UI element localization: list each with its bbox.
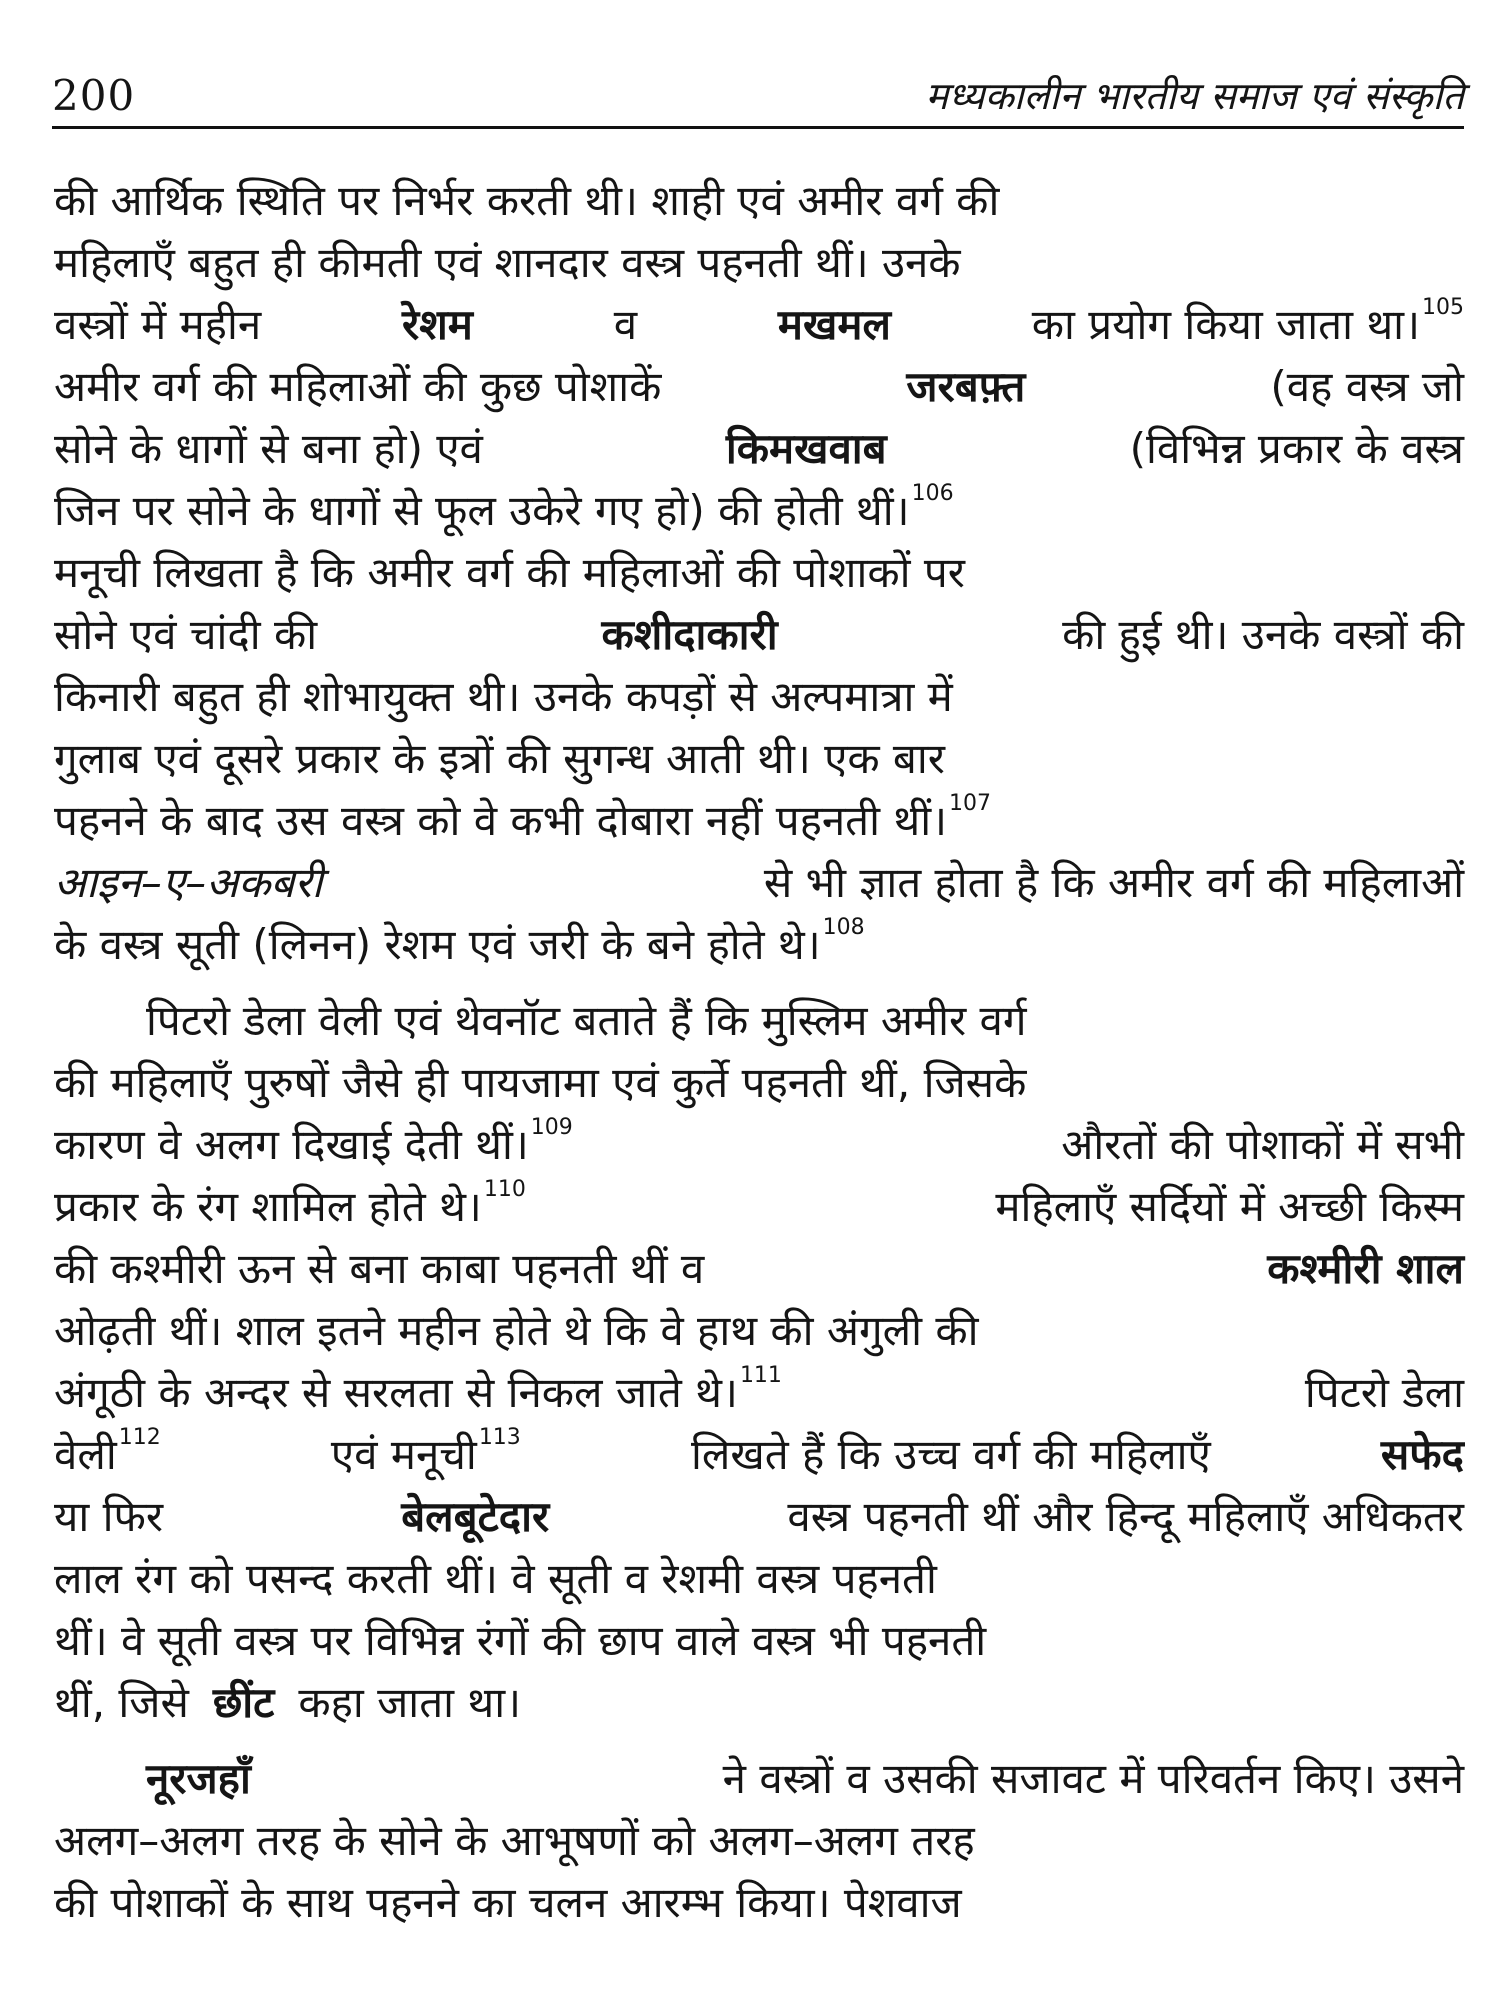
text-line — [54, 1872, 1464, 1934]
text-run-content: किनारी बहुत ही शोभायुक्त थी। उनके कपड़ों से अल्पमात्रा में — [54, 672, 953, 721]
bold-term — [402, 294, 473, 356]
text-run-content: एवं मनूची — [330, 1430, 477, 1479]
text-run — [787, 1486, 1464, 1548]
text-run — [54, 914, 865, 976]
text-run-content: कश्मीरी शाल — [1267, 1244, 1464, 1293]
text-run-content: अमीर वर्ग की महिलाओं की कुछ पोशाकें — [54, 362, 662, 411]
text-run-content: औरतों की पोशाकों में सभी — [1061, 1120, 1464, 1169]
text-run-content: कशीदाकारी — [601, 610, 778, 659]
text-run — [298, 1672, 521, 1734]
text-run — [723, 1748, 1464, 1810]
text-line — [54, 1810, 1464, 1872]
text-run-content: पिटरो डेला वेली एवं थेवनॉट बताते हैं कि मुस्लिम अमीर वर्ग — [146, 996, 1027, 1045]
footnote-marker: 106 — [911, 481, 954, 506]
text-run — [54, 480, 954, 542]
running-head — [52, 68, 1464, 132]
footnote-marker: 107 — [949, 791, 991, 816]
text-run-content: अलग–अलग तरह के सोने के आभूषणों को अलग–अलग तरह — [54, 1816, 975, 1865]
text-line — [54, 1114, 1464, 1176]
text-run-content: या फिर — [54, 1492, 164, 1541]
text-run — [1305, 1362, 1464, 1424]
text-line — [54, 356, 1464, 418]
paragraph-gap — [54, 976, 1464, 990]
text-line — [54, 852, 1464, 914]
bold-term — [778, 294, 891, 356]
footnote-marker: 108 — [822, 915, 865, 940]
text-run-content: (वह वस्त्र जो — [1270, 362, 1464, 411]
text-line — [54, 666, 1464, 728]
text-run — [1061, 1114, 1464, 1176]
text-run — [54, 542, 965, 604]
text-run-content: की हुई थी। उनके वस्त्रों की — [1062, 610, 1464, 659]
text-run — [54, 1424, 161, 1486]
text-line — [54, 1176, 1464, 1238]
text-run — [54, 1610, 986, 1672]
text-run — [54, 1872, 962, 1934]
page-number: 200 — [52, 71, 136, 120]
text-run-content: प्रकार के रंग शामिल होते थे। — [54, 1182, 482, 1231]
text-run-content: की कश्मीरी ऊन से बना काबा पहनती थीं व — [54, 1244, 705, 1293]
text-line — [54, 1610, 1464, 1672]
text-run-content: थीं। वे सूती वस्त्र पर विभिन्न रंगों की छाप वाले वस्त्र भी पहनती — [54, 1616, 987, 1665]
text-run-content: कारण वे अलग दिखाई देती थीं। — [54, 1120, 529, 1169]
text-line — [54, 418, 1464, 480]
text-run — [54, 356, 661, 418]
text-line — [54, 728, 1464, 790]
text-run — [54, 232, 961, 294]
text-line — [54, 542, 1464, 604]
book-title: मध्यकालीन भारतीय समाज एवं संस्कृति — [925, 74, 1464, 118]
text-line — [54, 990, 1464, 1052]
text-run — [54, 1362, 782, 1424]
text-run-content: ने वस्त्रों व उसकी सजावट में परिवर्तन किए। उसने — [722, 1754, 1464, 1803]
text-run — [54, 790, 991, 852]
text-run — [614, 294, 637, 356]
text-run — [54, 1238, 704, 1300]
text-run-content: व — [613, 300, 638, 349]
text-run-content: से भी ज्ञात होता है कि अमीर वर्ग की महिलाओं — [763, 858, 1464, 907]
footnote-marker: 113 — [478, 1425, 521, 1450]
text-line — [54, 1300, 1464, 1362]
text-run-content: पिटरो डेला — [1304, 1368, 1464, 1417]
text-run-content: बेलबूटेदार — [401, 1492, 550, 1541]
text-run-content: वेली — [54, 1430, 117, 1479]
text-run-content: महिलाएँ सर्दियों में अच्छी किस्म — [995, 1182, 1464, 1231]
footnote-marker: 111 — [739, 1363, 782, 1388]
text-run — [54, 1810, 975, 1872]
text-run — [54, 1486, 163, 1548]
paragraph-gap — [54, 1734, 1464, 1748]
text-line — [54, 1052, 1464, 1114]
text-run — [1032, 294, 1464, 356]
bold-term — [401, 1486, 549, 1548]
text-run-content: लाल रंग को पसन्द करती थीं। वे सूती व रेशमी वस्त्र पहनती — [54, 1554, 937, 1603]
text-run — [54, 1672, 189, 1734]
text-line — [54, 1238, 1464, 1300]
text-run-content: छींट — [212, 1678, 275, 1727]
text-run — [54, 1052, 1026, 1114]
text-run — [1270, 356, 1464, 418]
bold-term — [213, 1672, 275, 1734]
body-text — [54, 170, 1464, 1934]
text-run — [54, 604, 317, 666]
footnote-marker: 109 — [530, 1115, 573, 1140]
text-run-content: के वस्त्र सूती (लिनन) रेशम एवं जरी के बने होते थे। — [54, 920, 821, 969]
text-run-content: महिलाएँ बहुत ही कीमती एवं शानदार वस्त्र पहनती थीं। उनके — [54, 238, 961, 287]
text-run — [54, 1114, 573, 1176]
text-run-content: (विभिन्न प्रकार के वस्त्र — [1129, 424, 1464, 473]
bold-term — [906, 356, 1025, 418]
text-line — [54, 170, 1464, 232]
text-run-content: जिन पर सोने के धागों से फूल उकेरे गए हो) की होती थीं। — [54, 486, 910, 535]
text-run — [691, 1424, 1211, 1486]
text-run — [54, 728, 945, 790]
bold-term — [1267, 1238, 1464, 1300]
footnote-marker: 110 — [483, 1177, 526, 1202]
text-run-content: थीं, जिसे — [54, 1678, 189, 1727]
text-run-content: का प्रयोग किया जाता था। — [1031, 300, 1420, 349]
text-run-content: की पोशाकों के साथ पहनने का चलन आरम्भ किया। पेशवाज — [54, 1878, 962, 1927]
text-run-content: मनूची लिखता है कि अमीर वर्ग की महिलाओं की पोशाकों पर — [54, 548, 965, 597]
text-line — [54, 1672, 1464, 1734]
text-run — [54, 1176, 526, 1238]
text-line — [54, 790, 1464, 852]
text-run-content: मखमल — [777, 300, 891, 349]
text-run-content: किमखवाब — [725, 424, 887, 473]
text-run-content: सफेद — [1380, 1430, 1464, 1479]
text-run-content: की आर्थिक स्थिति पर निर्भर करती थी। शाही एवं अमीर वर्ग की — [54, 176, 1000, 225]
text-run — [1130, 418, 1464, 480]
text-line — [54, 1424, 1464, 1486]
text-line — [54, 1548, 1464, 1610]
text-run-content: पहनने के बाद उस वस्त्र को वे कभी दोबारा नहीं पहनती थीं। — [54, 796, 947, 845]
text-run-content: कहा जाता था। — [298, 1678, 521, 1727]
text-run-content: गुलाब एवं दूसरे प्रकार के इत्रों की सुगन्ध आती थी। एक बार — [54, 734, 945, 783]
text-run — [54, 1300, 978, 1362]
text-run-content: अंगूठी के अन्दर से सरलता से निकल जाते थे। — [54, 1368, 738, 1417]
text-run — [54, 294, 261, 356]
text-run-content: वस्त्र पहनती थीं और हिन्दू महिलाएँ अधिकतर — [787, 1492, 1464, 1541]
text-run — [54, 1548, 937, 1610]
text-run — [54, 418, 483, 480]
footnote-marker: 105 — [1421, 295, 1464, 320]
bold-term — [602, 604, 778, 666]
text-run — [995, 1176, 1464, 1238]
text-line — [54, 232, 1464, 294]
text-run-content: लिखते हैं कि उच्च वर्ग की महिलाएँ — [691, 1430, 1211, 1479]
text-run — [764, 852, 1464, 914]
text-run-content: नूरजहाँ — [146, 1754, 251, 1803]
header-rule — [52, 126, 1464, 129]
text-run-content: वस्त्रों में महीन — [54, 300, 262, 349]
text-run — [1062, 604, 1464, 666]
text-line — [54, 914, 1464, 976]
text-run-content: की महिलाएँ पुरुषों जैसे ही पायजामा एवं कुर्ते पहनती थीं, जिसके — [54, 1058, 1027, 1107]
text-run — [331, 1424, 521, 1486]
bold-term — [726, 418, 887, 480]
text-line — [54, 480, 1464, 542]
text-run — [54, 666, 953, 728]
text-run — [146, 990, 1026, 1052]
text-line — [54, 1486, 1464, 1548]
text-run-content: सोने एवं चांदी की — [54, 610, 318, 659]
text-line — [54, 1748, 1464, 1810]
text-run-content: जरबफ़्त — [906, 362, 1026, 411]
bold-term — [1381, 1424, 1464, 1486]
italic-title — [54, 852, 322, 914]
text-line — [54, 1362, 1464, 1424]
text-run-content: सोने के धागों से बना हो) एवं — [54, 424, 483, 473]
text-run-content: रेशम — [402, 300, 473, 349]
text-run-content: आइन–ए–अकबरी — [54, 858, 323, 907]
text-run — [54, 170, 999, 232]
text-line — [54, 294, 1464, 356]
footnote-marker: 112 — [118, 1425, 161, 1450]
bold-term — [146, 1748, 251, 1810]
text-line — [54, 604, 1464, 666]
text-run-content: ओढ़ती थीं। शाल इतने महीन होते थे कि वे हाथ की अंगुली की — [54, 1306, 979, 1355]
